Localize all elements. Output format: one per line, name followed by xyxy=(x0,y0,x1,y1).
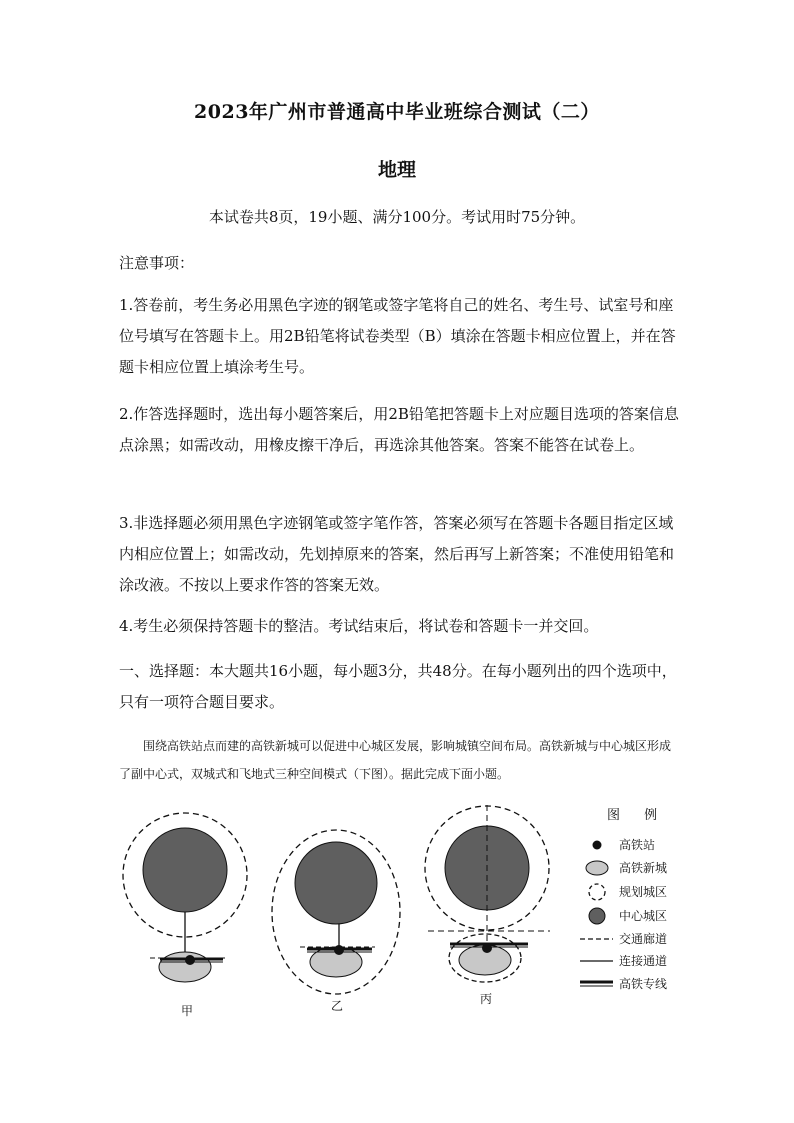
panel-label: 乙 xyxy=(330,999,344,1013)
legend-label: 连接通道 xyxy=(619,954,668,968)
exam-meta: 本试卷共8页，19小题、满分100分。考试用时75分钟。 xyxy=(208,208,586,226)
figure-legend xyxy=(580,808,667,991)
legend-label: 中心城区 xyxy=(619,909,668,923)
legend-station-icon xyxy=(593,841,602,850)
subject-title: 地理 xyxy=(377,159,416,181)
hsr-station xyxy=(185,955,195,965)
panel-label: 甲 xyxy=(180,1004,194,1018)
legend-planned-area-icon xyxy=(589,884,605,900)
legend-label: 高铁专线 xyxy=(619,977,668,991)
panel-label: 丙 xyxy=(479,992,493,1006)
notice-item-2: 2.作答选择题时，选出每小题答案后，用2B铅笔把答题卡上对应题目选项的答案信息点涂黑；如需改动，用橡皮擦干净后，再选涂其他答案。答案不能答在试卷上。 xyxy=(119,405,679,454)
notice-item-1: 1.答卷前，考生务必用黑色字迹的钢笔或签字笔将自己的姓名、考生号、试室号和座位号填写在答题卡上。用2B铅笔将试卷类型（B）填涂在答题卡相应位置上，并在答题卡相应位置上填涂考生号。 xyxy=(119,296,676,376)
notice-item-3: 3.非选择题必须用黑色字迹钢笔或签字笔作答，答案必须写在答题卡各题目指定区域内相应位置上；如需改动，先划掉原来的答案，然后再写上新答案；不准使用铅笔和涂改液。不按以上要求作答的答案无效。 xyxy=(119,514,675,594)
figure-svg xyxy=(110,800,690,1035)
legend-new-city-icon xyxy=(586,861,608,875)
legend-central-district-icon xyxy=(589,908,605,924)
hsr-station xyxy=(482,943,492,953)
central-district xyxy=(295,842,377,924)
section-heading: 一、选择题：本大题共16小题，每小题3分，共48分。在每小题列出的四个选项中，只有一项符合题目要求。 xyxy=(119,662,677,711)
legend-label: 高铁新城 xyxy=(619,861,668,875)
panel-jia xyxy=(123,813,247,1018)
panel-bing xyxy=(425,805,550,1006)
legend-title: 图 例 xyxy=(607,808,668,823)
panel-yi xyxy=(272,830,400,1013)
city-pattern-figure xyxy=(110,800,690,1035)
notice-heading: 注意事项： xyxy=(119,254,195,272)
hsr-station xyxy=(334,945,344,955)
legend-label: 规划城区 xyxy=(619,885,668,899)
legend-label: 高铁站 xyxy=(619,838,656,852)
central-district xyxy=(143,828,227,912)
hsr-new-city xyxy=(159,952,211,982)
legend-label: 交通廊道 xyxy=(619,932,668,946)
question-intro: 围绕高铁站点而建的高铁新城可以促进中心城区发展，影响城镇空间布局。高铁新城与中心城区形成了副中心式，双城式和飞地式三种空间模式（下图）。据此完成下面小题。 xyxy=(119,739,672,781)
notice-item-4: 4.考生必须保持答题卡的整洁。考试结束后，将试卷和答题卡一并交回。 xyxy=(119,617,599,635)
exam-title: 2023年广州市普通高中毕业班综合测试（二） xyxy=(194,101,600,123)
